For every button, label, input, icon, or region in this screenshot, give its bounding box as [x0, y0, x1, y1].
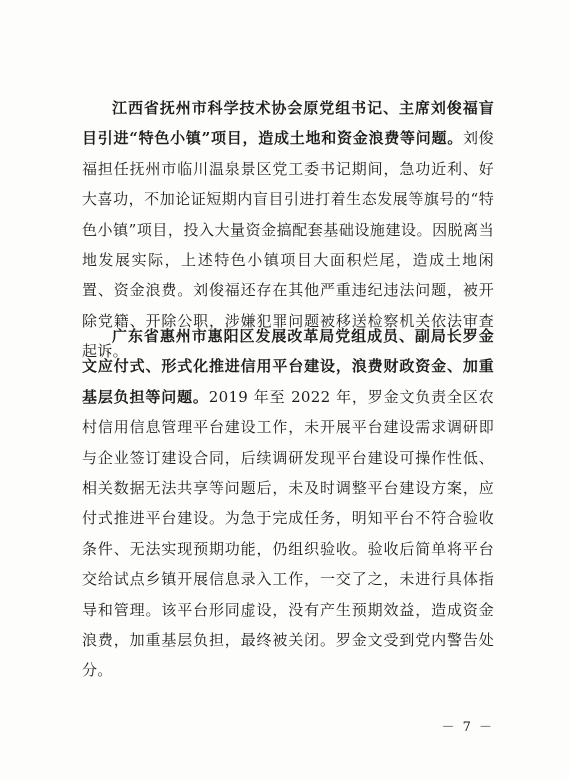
paragraph-lead-heading: 广东省惠州市惠阳区发展改革局党组成员、副局长罗金文应付式、形式化推进信用平台建设，浪费财政资金、加重基层负担等问题。 [82, 327, 494, 406]
paragraph-text [82, 321, 494, 686]
page-number: － 7 － [441, 720, 494, 735]
paragraph-body: 2019 年至 2022 年，罗金文负责全区农村信用信息管理平台建设工作，未开展平台建设需求调研即与企业签订建设合同，后续调研发现平台建设可操作性低、相关数据无法共享等问题后，未及时调整平台建设方案，应付式推进平台建设。为急于完成任务，明知平台不符合验收条件、无法实现预期功能，仍组织验收。验收后简单将平台交给试点乡镇开展信息录入工作，一交了之，未进行具体指导和管理。该平台形同虚设，没有产生预期效益，造成资金浪费，加重基层负担，最终被关闭。罗金文受到党内警告处分。 [82, 387, 494, 680]
paragraph-luo-jinwen [82, 321, 494, 686]
paragraph-lead-heading: 江西省抚州市科学技术协会原党组书记、主席刘俊福盲目引进“特色小镇”项目，造成土地和资金浪费等问题。 [82, 99, 494, 148]
paragraph-body: 刘俊福担任抚州市临川温泉景区党工委书记期间，急功近利、好大喜功，不加论证短期内盲目引进打着生态发展等旗号的“特色小镇”项目，投入大量资金搞配套基础设施建设。因脱离当地发展实际，上述特色小镇项目大面积烂尾，造成土地闲置、资金浪费。刘俊福还存在其他严重违纪违法问题，被开除党籍、开除公职，涉嫌犯罪问题被移送检察机关依法审查起诉。 [82, 129, 494, 361]
